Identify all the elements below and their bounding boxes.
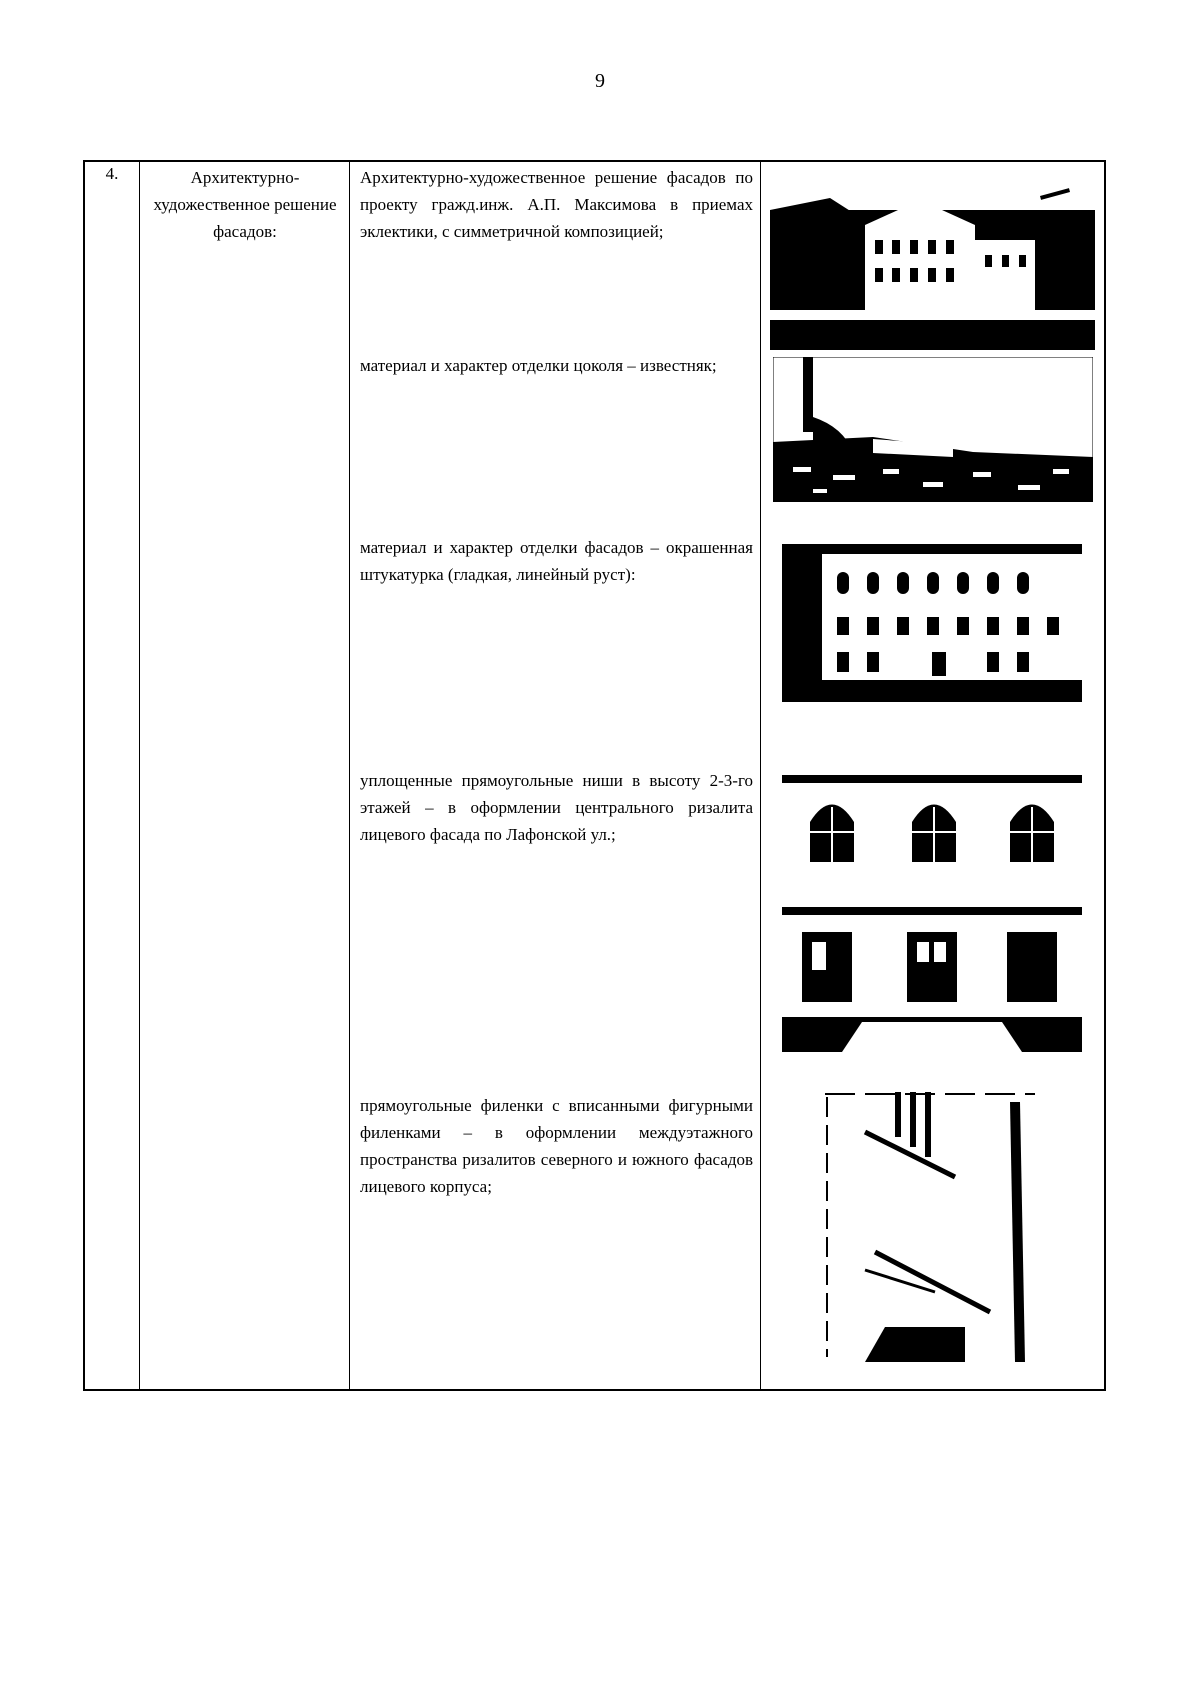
photo-plinth-detail xyxy=(773,357,1093,502)
photo-panels xyxy=(825,1092,1035,1362)
description-facade-solution: Архитектурно-художественное решение фасадов по проекту гражд.инж. А.П. Максимова в приемах эклектики, с симметричной композицией; xyxy=(360,168,753,241)
row-number: 4. xyxy=(105,164,119,183)
description-plinth: материал и характер отделки цоколя – известняк; xyxy=(360,356,717,375)
photo-facade-finish xyxy=(782,532,1082,702)
description-panels: прямоугольные филенки с вписанными фигурными филенками – в оформлении междуэтажного пространства ризалитов северного и южного фасадов лицевого корпуса; xyxy=(360,1096,753,1196)
feature-name: Архитектурно-художественное решение фасадов: xyxy=(153,168,337,241)
column-divider xyxy=(139,162,140,1389)
features-table xyxy=(83,160,1106,1391)
photo-building-overview xyxy=(770,170,1095,350)
description-niches: уплощенные прямоугольные ниши в высоту 2-3-го этажей – в оформлении центрального ризалита лицевого фасада по Лафонской ул.; xyxy=(360,771,753,844)
photo-central-risalit xyxy=(782,767,1082,1052)
description-facade-finish: материал и характер отделки фасадов – окрашенная штукатурка (гладкая, линейный руст): xyxy=(360,538,753,584)
column-divider xyxy=(349,162,350,1389)
column-divider xyxy=(760,162,761,1389)
page-number: 9 xyxy=(595,70,605,92)
